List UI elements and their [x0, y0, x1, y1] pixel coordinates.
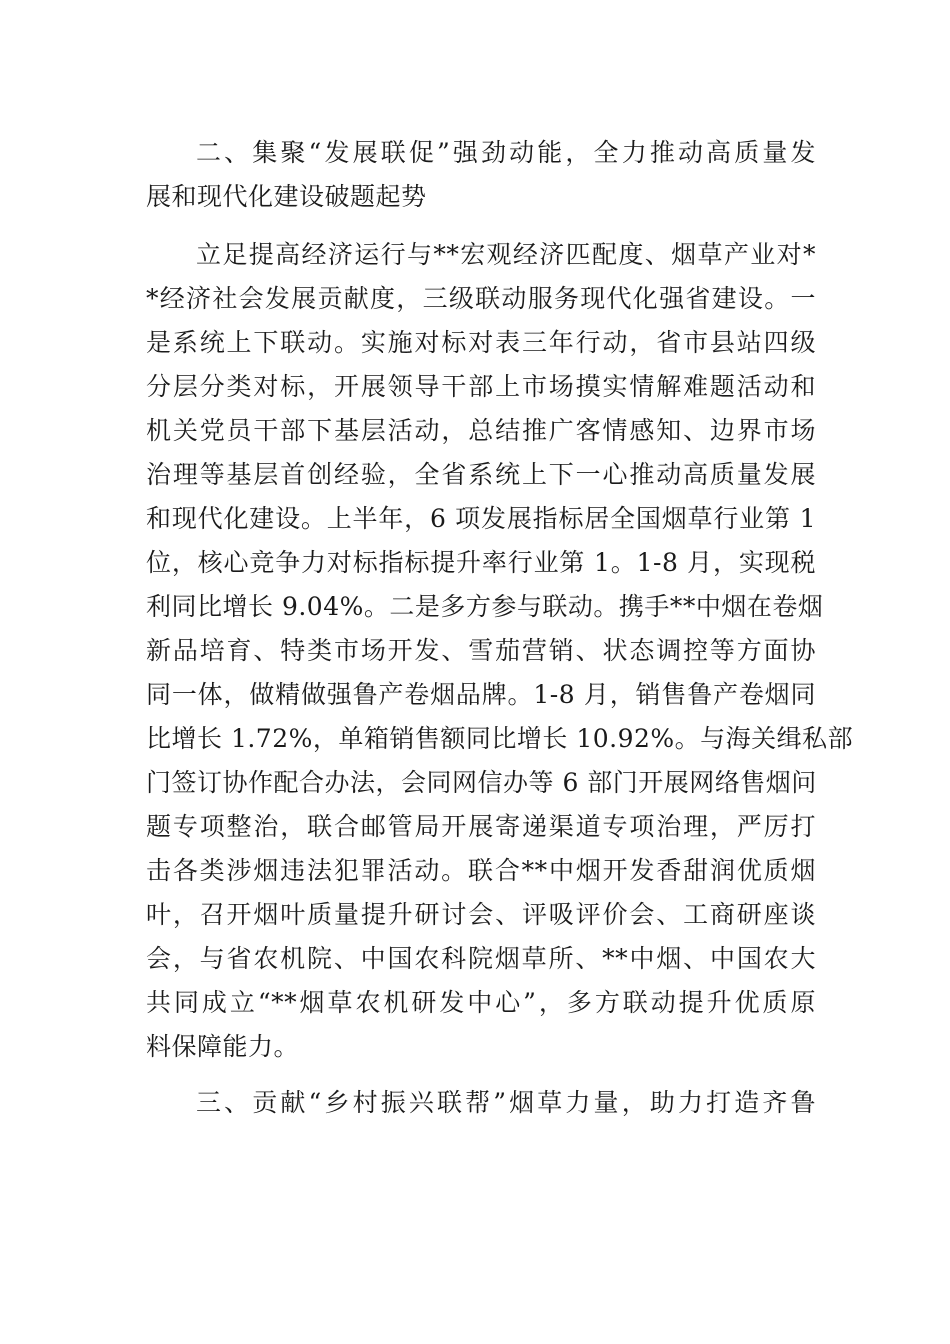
body-line-12: 比增长 1.72%，单箱销售额同比增长 10.92%。与海关缉私部: [146, 724, 854, 753]
body-line-6: 治理等基层首创经验，全省系统上下一心推动高质量发展: [146, 460, 816, 489]
body-line-18: 共同成立“**烟草农机研发中心”，多方联动提升优质原: [146, 988, 816, 1017]
section-two-heading-line-2: 展和现代化建设破题起势: [146, 182, 427, 211]
body-line-7: 和现代化建设。上半年，6 项发展指标居全国烟草行业第 1: [146, 504, 816, 533]
section-two-heading-line-1: 二、集聚“发展联促”强劲动能，全力推动高质量发: [196, 138, 816, 167]
section-three-heading-line-1: 三、贡献“乡村振兴联帮”烟草力量，助力打造齐鲁: [196, 1088, 816, 1117]
body-line-17: 会，与省农机院、中国农科院烟草所、**中烟、中国农大: [146, 944, 816, 973]
body-line-15: 击各类涉烟违法犯罪活动。联合**中烟开发香甜润优质烟: [146, 856, 816, 885]
body-line-3: 是系统上下联动。实施对标对表三年行动，省市县站四级: [146, 328, 816, 357]
body-line-19: 料保障能力。: [146, 1032, 300, 1061]
body-line-13: 门签订协作配合办法，会同网信办等 6 部门开展网络售烟问: [146, 768, 817, 797]
body-line-10: 新品培育、特类市场开发、雪茄营销、状态调控等方面协: [146, 636, 816, 665]
body-line-9: 利同比增长 9.04%。二是多方参与联动。携手**中烟在卷烟: [146, 592, 824, 621]
body-line-5: 机关党员干部下基层活动，总结推广客情感知、边界市场: [146, 416, 816, 445]
body-line-8: 位，核心竞争力对标指标提升率行业第 1。1-8 月，实现税: [146, 548, 816, 577]
body-line-16: 叶，召开烟叶质量提升研讨会、评吸评价会、工商研座谈: [146, 900, 816, 929]
body-line-2: *经济社会发展贡献度，三级联动服务现代化强省建设。一: [146, 284, 816, 313]
body-line-11: 同一体，做精做强鲁产卷烟品牌。1-8 月，销售鲁产卷烟同: [146, 680, 816, 709]
body-line-1: 立足提高经济运行与**宏观经济匹配度、烟草产业对*: [196, 240, 816, 269]
body-line-14: 题专项整治，联合邮管局开展寄递渠道专项治理，严厉打: [146, 812, 816, 841]
body-line-4: 分层分类对标，开展领导干部上市场摸实情解难题活动和: [146, 372, 816, 401]
